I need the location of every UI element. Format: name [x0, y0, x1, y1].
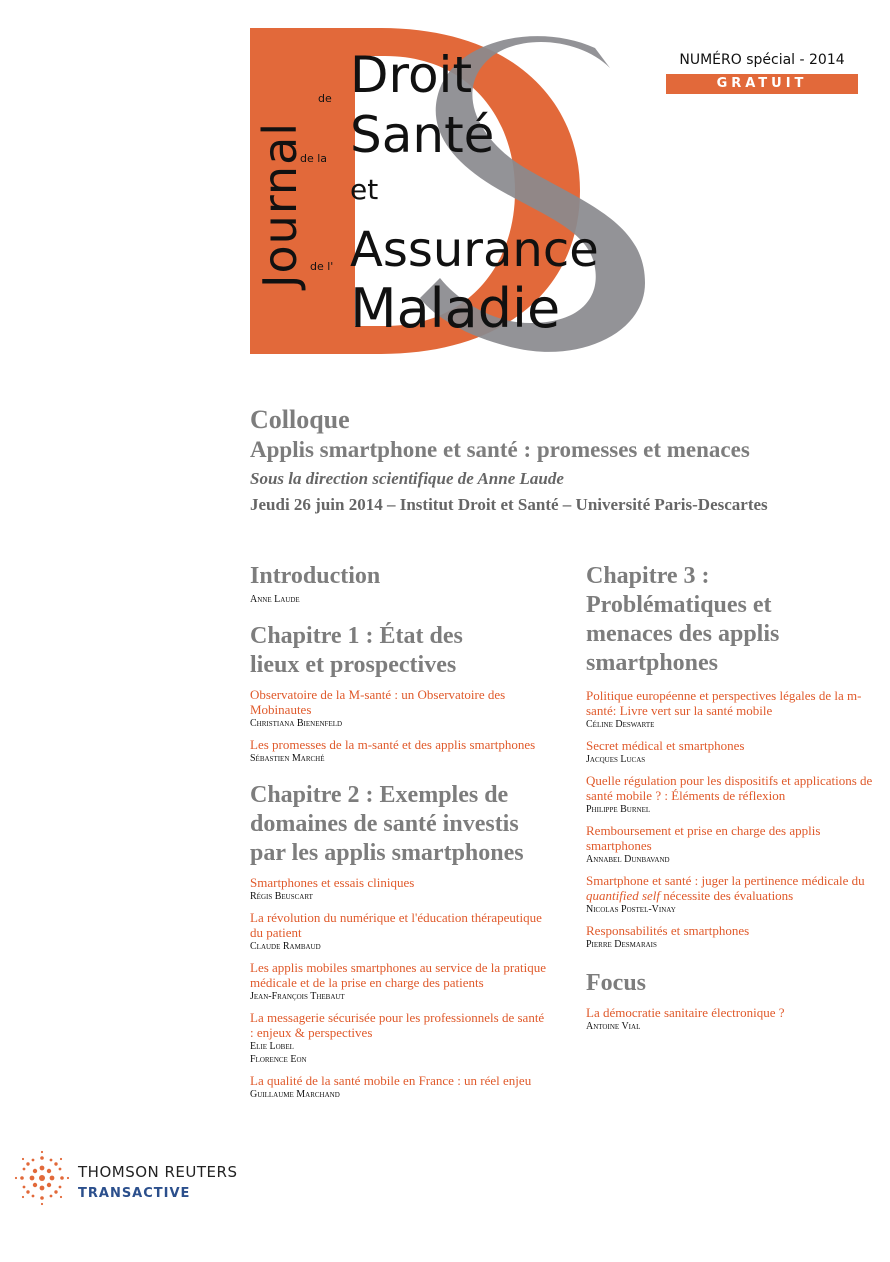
article-author: Elie Lobel: [250, 1041, 294, 1052]
left-column: [250, 562, 550, 1101]
article-author: Christiana Bienenfeld: [250, 718, 343, 729]
droit-label: Droit: [350, 46, 473, 104]
dotted-sphere-icon: [14, 1150, 70, 1206]
issue-box: [666, 52, 858, 94]
sante-label: Santé: [350, 106, 495, 164]
article-title[interactable]: Remboursement et prise en charge des applis smartphones: [586, 823, 821, 853]
de-l-label: de l': [310, 260, 334, 273]
article-title[interactable]: Responsabilités et smartphones: [586, 923, 750, 938]
intro-author: Anne Laude: [250, 594, 300, 605]
article-author: Antoine Vial: [586, 1021, 641, 1032]
article-author: Céline Deswarte: [586, 719, 655, 730]
article-title-part: nécessite des évaluations: [660, 888, 794, 903]
article-author: Nicolas Postel-Vinay: [586, 904, 676, 915]
list-item[interactable]: [586, 738, 886, 766]
intro-title: Introduction: [250, 563, 381, 589]
list-item[interactable]: [250, 960, 550, 1003]
article-author: Jean-François Thebaut: [250, 991, 345, 1002]
list-item[interactable]: [250, 875, 550, 903]
publisher-name: THOMSON REUTERS: [78, 1163, 238, 1181]
article-author: Claude Rambaud: [250, 941, 321, 952]
article-author: Sébastien Marché: [250, 753, 325, 764]
list-item[interactable]: [586, 873, 886, 916]
publisher-sub: TRANSACTIVE: [78, 1186, 191, 1201]
article-title[interactable]: Smartphones et essais cliniques: [250, 875, 415, 890]
colloque-subtitle: Applis smartphone et santé : promesses et menaces: [250, 437, 750, 462]
article-author: Philippe Burnel: [586, 804, 651, 815]
assurance-label: Assurance: [350, 222, 599, 278]
journal-label: Journal: [253, 121, 307, 289]
list-item[interactable]: [250, 737, 550, 765]
et-label: et: [350, 173, 379, 206]
maladie-label: Maladie: [350, 277, 561, 340]
list-item[interactable]: [586, 1005, 886, 1033]
right-column: [586, 562, 886, 1033]
article-title[interactable]: La démocratie sanitaire électronique ?: [586, 1005, 785, 1020]
de-label: de: [318, 92, 332, 105]
journal-masthead: [250, 28, 650, 354]
issue-number: NUMÉRO spécial - 2014: [679, 52, 845, 68]
article-title[interactable]: Les applis mobiles smartphones au service de la pratique médicale et de la prise en charge des patients: [250, 960, 547, 990]
article-author-2: Florence Eon: [250, 1054, 307, 1065]
list-item[interactable]: [586, 823, 886, 866]
gratuit-badge: GRATUIT: [666, 74, 858, 94]
thomson-reuters-logo: [14, 1150, 244, 1210]
list-item[interactable]: [250, 1010, 550, 1066]
article-author: Guillaume Marchand: [250, 1089, 340, 1100]
chapter-3-title: Chapitre 3 : Problématiques et menaces des applis smartphones: [586, 563, 780, 676]
article-title[interactable]: La révolution du numérique et l'éducation thérapeutique du patient: [250, 910, 542, 940]
article-author: Pierre Desmarais: [586, 939, 657, 950]
article-author: Jacques Lucas: [586, 754, 646, 765]
article-title[interactable]: Politique européenne et perspectives légales de la m-santé: Livre vert sur la santé mobile: [586, 688, 862, 718]
colloque-direction: Sous la direction scientifique de Anne Laude: [250, 469, 564, 488]
colloque-date: Jeudi 26 juin 2014 – Institut Droit et Santé – Université Paris-Descartes: [250, 495, 768, 514]
article-title[interactable]: [586, 873, 886, 903]
de-la-label: de la: [300, 152, 328, 165]
article-title[interactable]: Quelle régulation pour les dispositifs et applications de santé mobile ? : Éléments de réflexion: [586, 773, 873, 803]
list-item[interactable]: [250, 910, 550, 953]
article-title[interactable]: Les promesses de la m-santé et des applis smartphones: [250, 737, 536, 752]
chapter-2-title: Chapitre 2 : Exemples de domaines de santé investis par les applis smartphones: [250, 782, 524, 866]
article-title[interactable]: Observatoire de la M-santé : un Observatoire des Mobinautes: [250, 687, 506, 717]
list-item[interactable]: [586, 923, 886, 951]
list-item[interactable]: [250, 1073, 550, 1101]
article-title[interactable]: Secret médical et smartphones: [586, 738, 745, 753]
list-item[interactable]: [586, 688, 886, 731]
article-author: Régis Beuscart: [250, 891, 313, 902]
list-item[interactable]: [250, 687, 550, 730]
article-title-italic: quantified self: [586, 888, 661, 903]
article-author: Annabel Dunbavand: [586, 854, 670, 865]
list-item[interactable]: [586, 773, 886, 816]
chapter-1-title: Chapitre 1 : État des lieux et prospectives: [250, 623, 463, 678]
article-title[interactable]: La qualité de la santé mobile en France : un réel enjeu: [250, 1073, 532, 1088]
colloque-title: Colloque: [250, 405, 350, 434]
article-title[interactable]: La messagerie sécurisée pour les professionnels de santé : enjeux & perspectives: [250, 1010, 545, 1040]
colloque-header: [250, 405, 890, 515]
article-title-part: Smartphone et santé : juger la pertinence médicale du: [586, 873, 865, 888]
focus-title: Focus: [586, 970, 646, 996]
